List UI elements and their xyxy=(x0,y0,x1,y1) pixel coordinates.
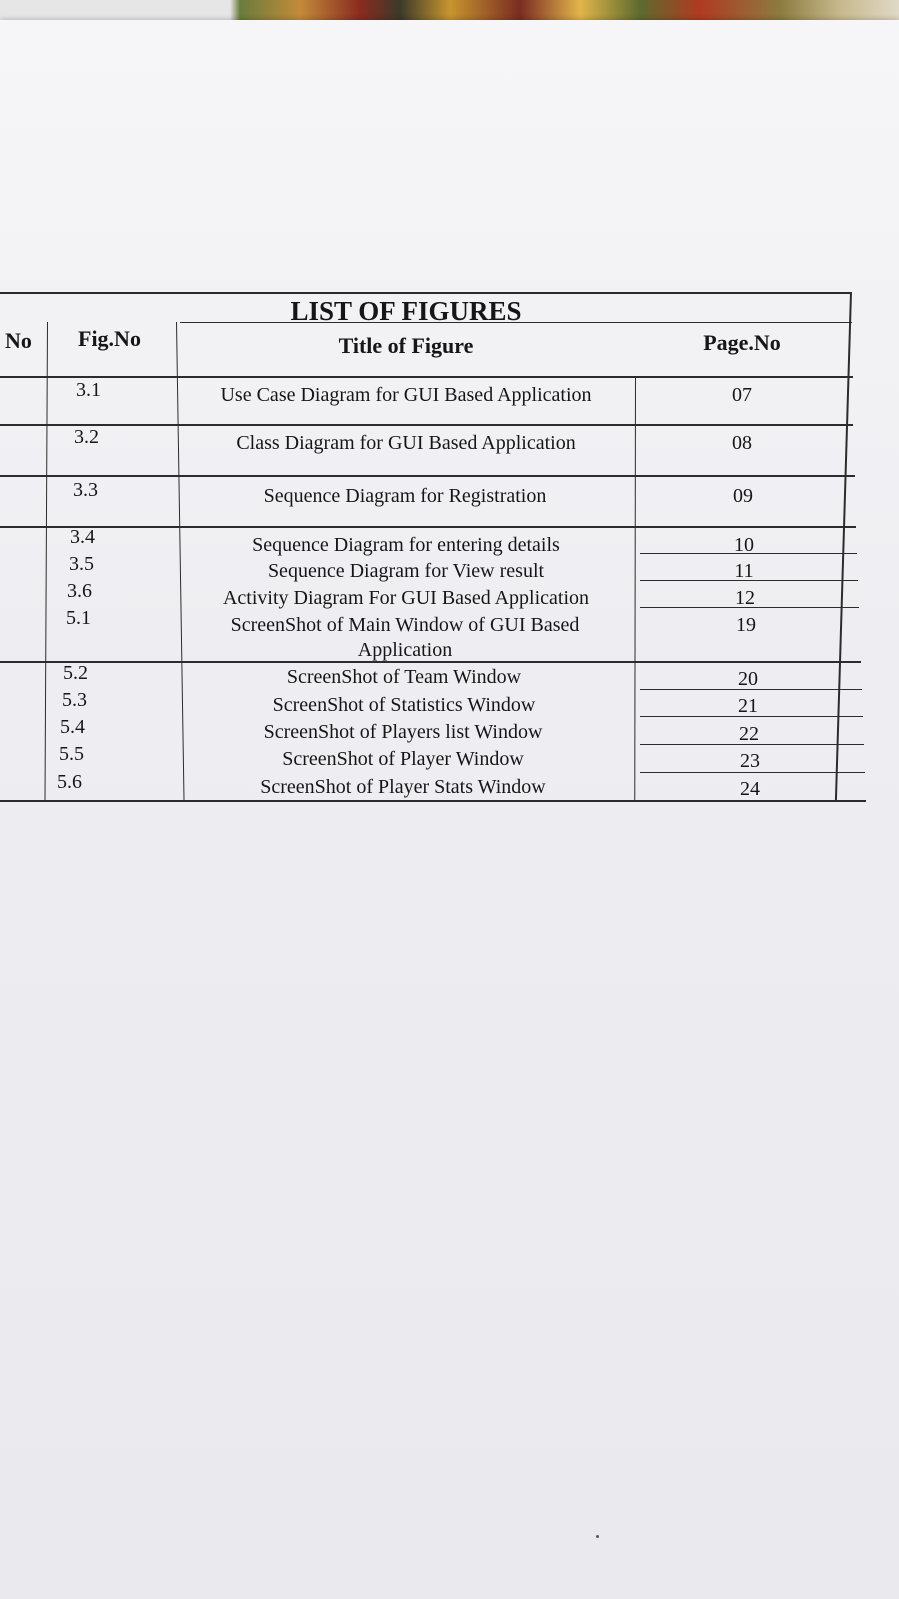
page-number: 23 xyxy=(740,750,760,772)
table-rule xyxy=(0,424,853,426)
fig-number: 3.4 xyxy=(70,526,95,548)
fig-number: 5.3 xyxy=(62,689,87,711)
figure-title-continued: Application xyxy=(357,639,453,661)
fig-number: 3.3 xyxy=(73,479,98,501)
table-border-bottom xyxy=(0,800,866,802)
page-number: 20 xyxy=(738,668,758,690)
column-header-page: Page.No xyxy=(703,330,781,355)
page-number: 12 xyxy=(735,587,755,609)
page-number: 08 xyxy=(732,432,752,454)
fig-number: 3.2 xyxy=(74,426,99,448)
figure-title: Class Diagram for GUI Based Application xyxy=(236,432,576,454)
page-number: 19 xyxy=(736,614,756,636)
figure-title: Sequence Diagram for entering details xyxy=(252,534,560,556)
table-rule xyxy=(0,475,855,477)
page-number: 07 xyxy=(732,384,752,406)
page-number: 10 xyxy=(734,534,754,556)
table-border-top xyxy=(0,292,851,294)
figure-title: ScreenShot of Main Window of GUI Based xyxy=(230,614,580,636)
page-number: 11 xyxy=(734,560,754,582)
figure-title: Use Case Diagram for GUI Based Application xyxy=(220,384,592,406)
column-header-title: Title of Figure xyxy=(338,333,474,358)
fig-number: 5.6 xyxy=(57,771,82,793)
column-header-sno: No xyxy=(5,328,32,353)
figure-title: Sequence Diagram for Registration xyxy=(263,485,547,507)
page-number: 24 xyxy=(740,778,760,800)
fig-number: 5.2 xyxy=(63,662,88,684)
fig-number: 3.1 xyxy=(76,379,101,401)
paper-speck xyxy=(596,1535,599,1538)
figure-title: ScreenShot of Players list Window xyxy=(263,721,543,743)
figure-title: ScreenShot of Statistics Window xyxy=(272,694,536,716)
paper-page xyxy=(0,20,899,1599)
page-title: LIST OF FIGURES xyxy=(290,296,522,326)
fig-number: 5.5 xyxy=(59,743,84,765)
page-number: 21 xyxy=(738,695,758,717)
figure-title: Activity Diagram For GUI Based Application xyxy=(222,587,590,609)
column-header-figno: Fig.No xyxy=(78,326,141,351)
table-rule xyxy=(0,526,856,528)
page-number: 22 xyxy=(739,723,759,745)
figure-title: ScreenShot of Player Stats Window xyxy=(260,776,546,798)
fig-number: 5.4 xyxy=(60,716,85,738)
fig-number: 3.6 xyxy=(67,580,92,602)
figure-title: ScreenShot of Player Window xyxy=(282,748,524,770)
page-number: 09 xyxy=(733,485,753,507)
fig-number: 3.5 xyxy=(69,553,94,575)
figure-title: Sequence Diagram for View result xyxy=(267,560,545,582)
fig-number: 5.1 xyxy=(66,607,91,629)
figure-title: ScreenShot of Team Window xyxy=(286,666,522,688)
table-rule xyxy=(0,376,853,378)
